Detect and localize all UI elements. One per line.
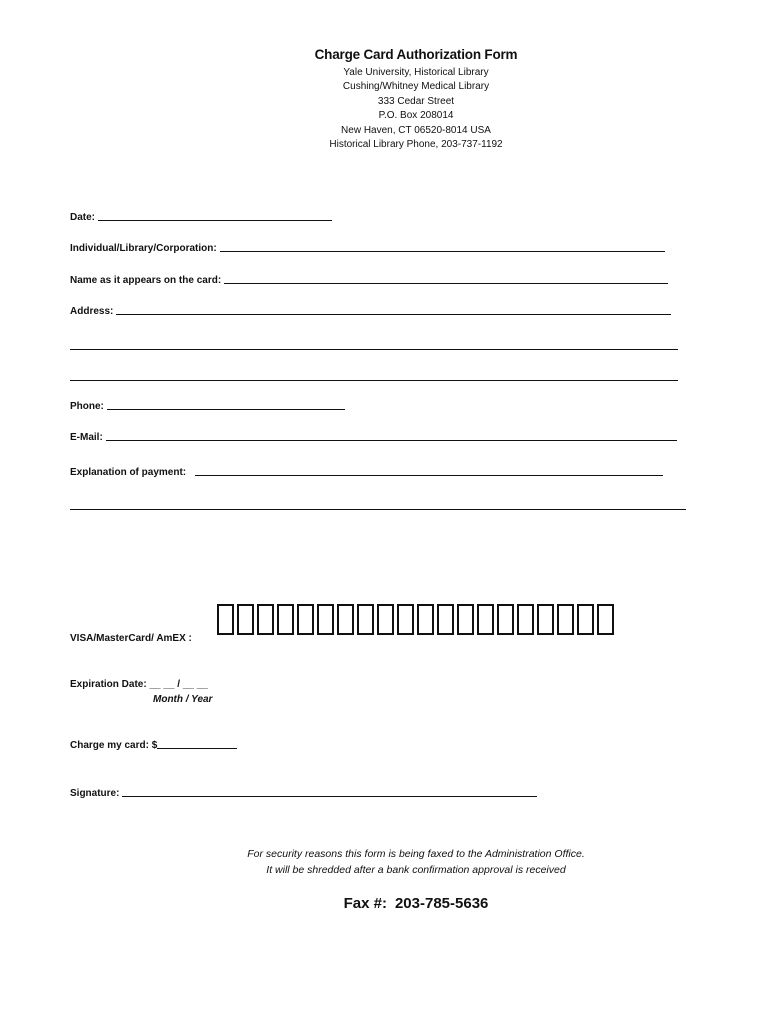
po-box-line: P.O. Box 208014 bbox=[378, 110, 454, 122]
street-line: 333 Cedar Street bbox=[377, 95, 455, 107]
card-digit-box[interactable] bbox=[557, 604, 574, 635]
security-note-1: For security reasons this form is being faxed to the Administration Office. bbox=[247, 848, 585, 860]
card-digit-box[interactable] bbox=[497, 604, 514, 635]
library-line: Cushing/Whitney Medical Library bbox=[342, 81, 490, 93]
card-digit-box[interactable] bbox=[257, 604, 274, 635]
fax-number bbox=[0, 895, 770, 912]
signature-label: Signature: bbox=[70, 788, 120, 799]
card-number-boxes[interactable] bbox=[217, 604, 617, 635]
card-digit-box[interactable] bbox=[577, 604, 594, 635]
card-digit-box[interactable] bbox=[317, 604, 334, 635]
charge-amount-line[interactable] bbox=[157, 747, 237, 749]
address-line-1[interactable] bbox=[116, 313, 671, 315]
individual-line[interactable] bbox=[220, 250, 665, 252]
signature-line[interactable] bbox=[122, 795, 537, 797]
explanation-line-1[interactable] bbox=[195, 474, 663, 476]
card-digit-box[interactable] bbox=[457, 604, 474, 635]
date-field[interactable] bbox=[70, 212, 332, 223]
card-digit-box[interactable] bbox=[237, 604, 254, 635]
charge-field[interactable] bbox=[70, 740, 237, 751]
email-field[interactable] bbox=[70, 432, 677, 443]
fax-label: Fax #: bbox=[343, 895, 387, 912]
explanation-field[interactable] bbox=[70, 467, 663, 478]
charge-label: Charge my card: $ bbox=[70, 740, 158, 751]
card-digit-box[interactable] bbox=[337, 604, 354, 635]
phone-line[interactable] bbox=[107, 408, 345, 410]
card-digit-box[interactable] bbox=[417, 604, 434, 635]
card-digit-box[interactable] bbox=[597, 604, 614, 635]
form-title: Charge Card Authorization Form bbox=[314, 47, 518, 62]
address-field[interactable] bbox=[70, 306, 671, 317]
card-digit-box[interactable] bbox=[217, 604, 234, 635]
name-on-card-field[interactable] bbox=[70, 275, 668, 286]
expiration-field[interactable]: Expiration Date: __ __ / __ __ bbox=[70, 679, 208, 690]
name-on-card-line[interactable] bbox=[224, 282, 668, 284]
date-line[interactable] bbox=[98, 219, 332, 221]
individual-field[interactable] bbox=[70, 243, 665, 254]
address-line-3[interactable] bbox=[70, 380, 678, 381]
card-digit-box[interactable] bbox=[517, 604, 534, 635]
date-label: Date: bbox=[70, 212, 96, 223]
individual-label: Individual/Library/Corporation: bbox=[70, 243, 217, 254]
form-header bbox=[0, 47, 770, 152]
card-digit-box[interactable] bbox=[477, 604, 494, 635]
explanation-label: Explanation of payment: bbox=[70, 467, 187, 478]
institution-line: Yale University, Historical Library bbox=[343, 67, 489, 78]
card-digit-box[interactable] bbox=[437, 604, 454, 635]
explanation-line-2[interactable] bbox=[70, 509, 686, 510]
card-digit-box[interactable] bbox=[277, 604, 294, 635]
address-line-2[interactable] bbox=[70, 349, 678, 350]
email-label: E-Mail: bbox=[70, 432, 103, 443]
card-digit-box[interactable] bbox=[297, 604, 314, 635]
security-note-2: It will be shredded after a bank confirmation approval is received bbox=[266, 864, 566, 876]
card-digit-box[interactable] bbox=[397, 604, 414, 635]
fax-value: 203-785-5636 bbox=[394, 895, 489, 912]
expiration-hint: Month / Year bbox=[153, 694, 213, 705]
name-on-card-label: Name as it appears on the card: bbox=[70, 275, 222, 286]
card-digit-box[interactable] bbox=[377, 604, 394, 635]
phone-label: Phone: bbox=[70, 401, 104, 412]
signature-field[interactable] bbox=[70, 788, 537, 799]
city-line: New Haven, CT 06520-8014 USA bbox=[341, 124, 491, 136]
phone-field[interactable] bbox=[70, 401, 345, 412]
card-digit-box[interactable] bbox=[357, 604, 374, 635]
card-digit-box[interactable] bbox=[537, 604, 554, 635]
address-label: Address: bbox=[70, 306, 114, 317]
card-type-label: VISA/MasterCard/ AmEX : bbox=[70, 633, 192, 644]
email-line[interactable] bbox=[106, 439, 677, 441]
phone-line: Historical Library Phone, 203-737-1192 bbox=[329, 139, 503, 151]
